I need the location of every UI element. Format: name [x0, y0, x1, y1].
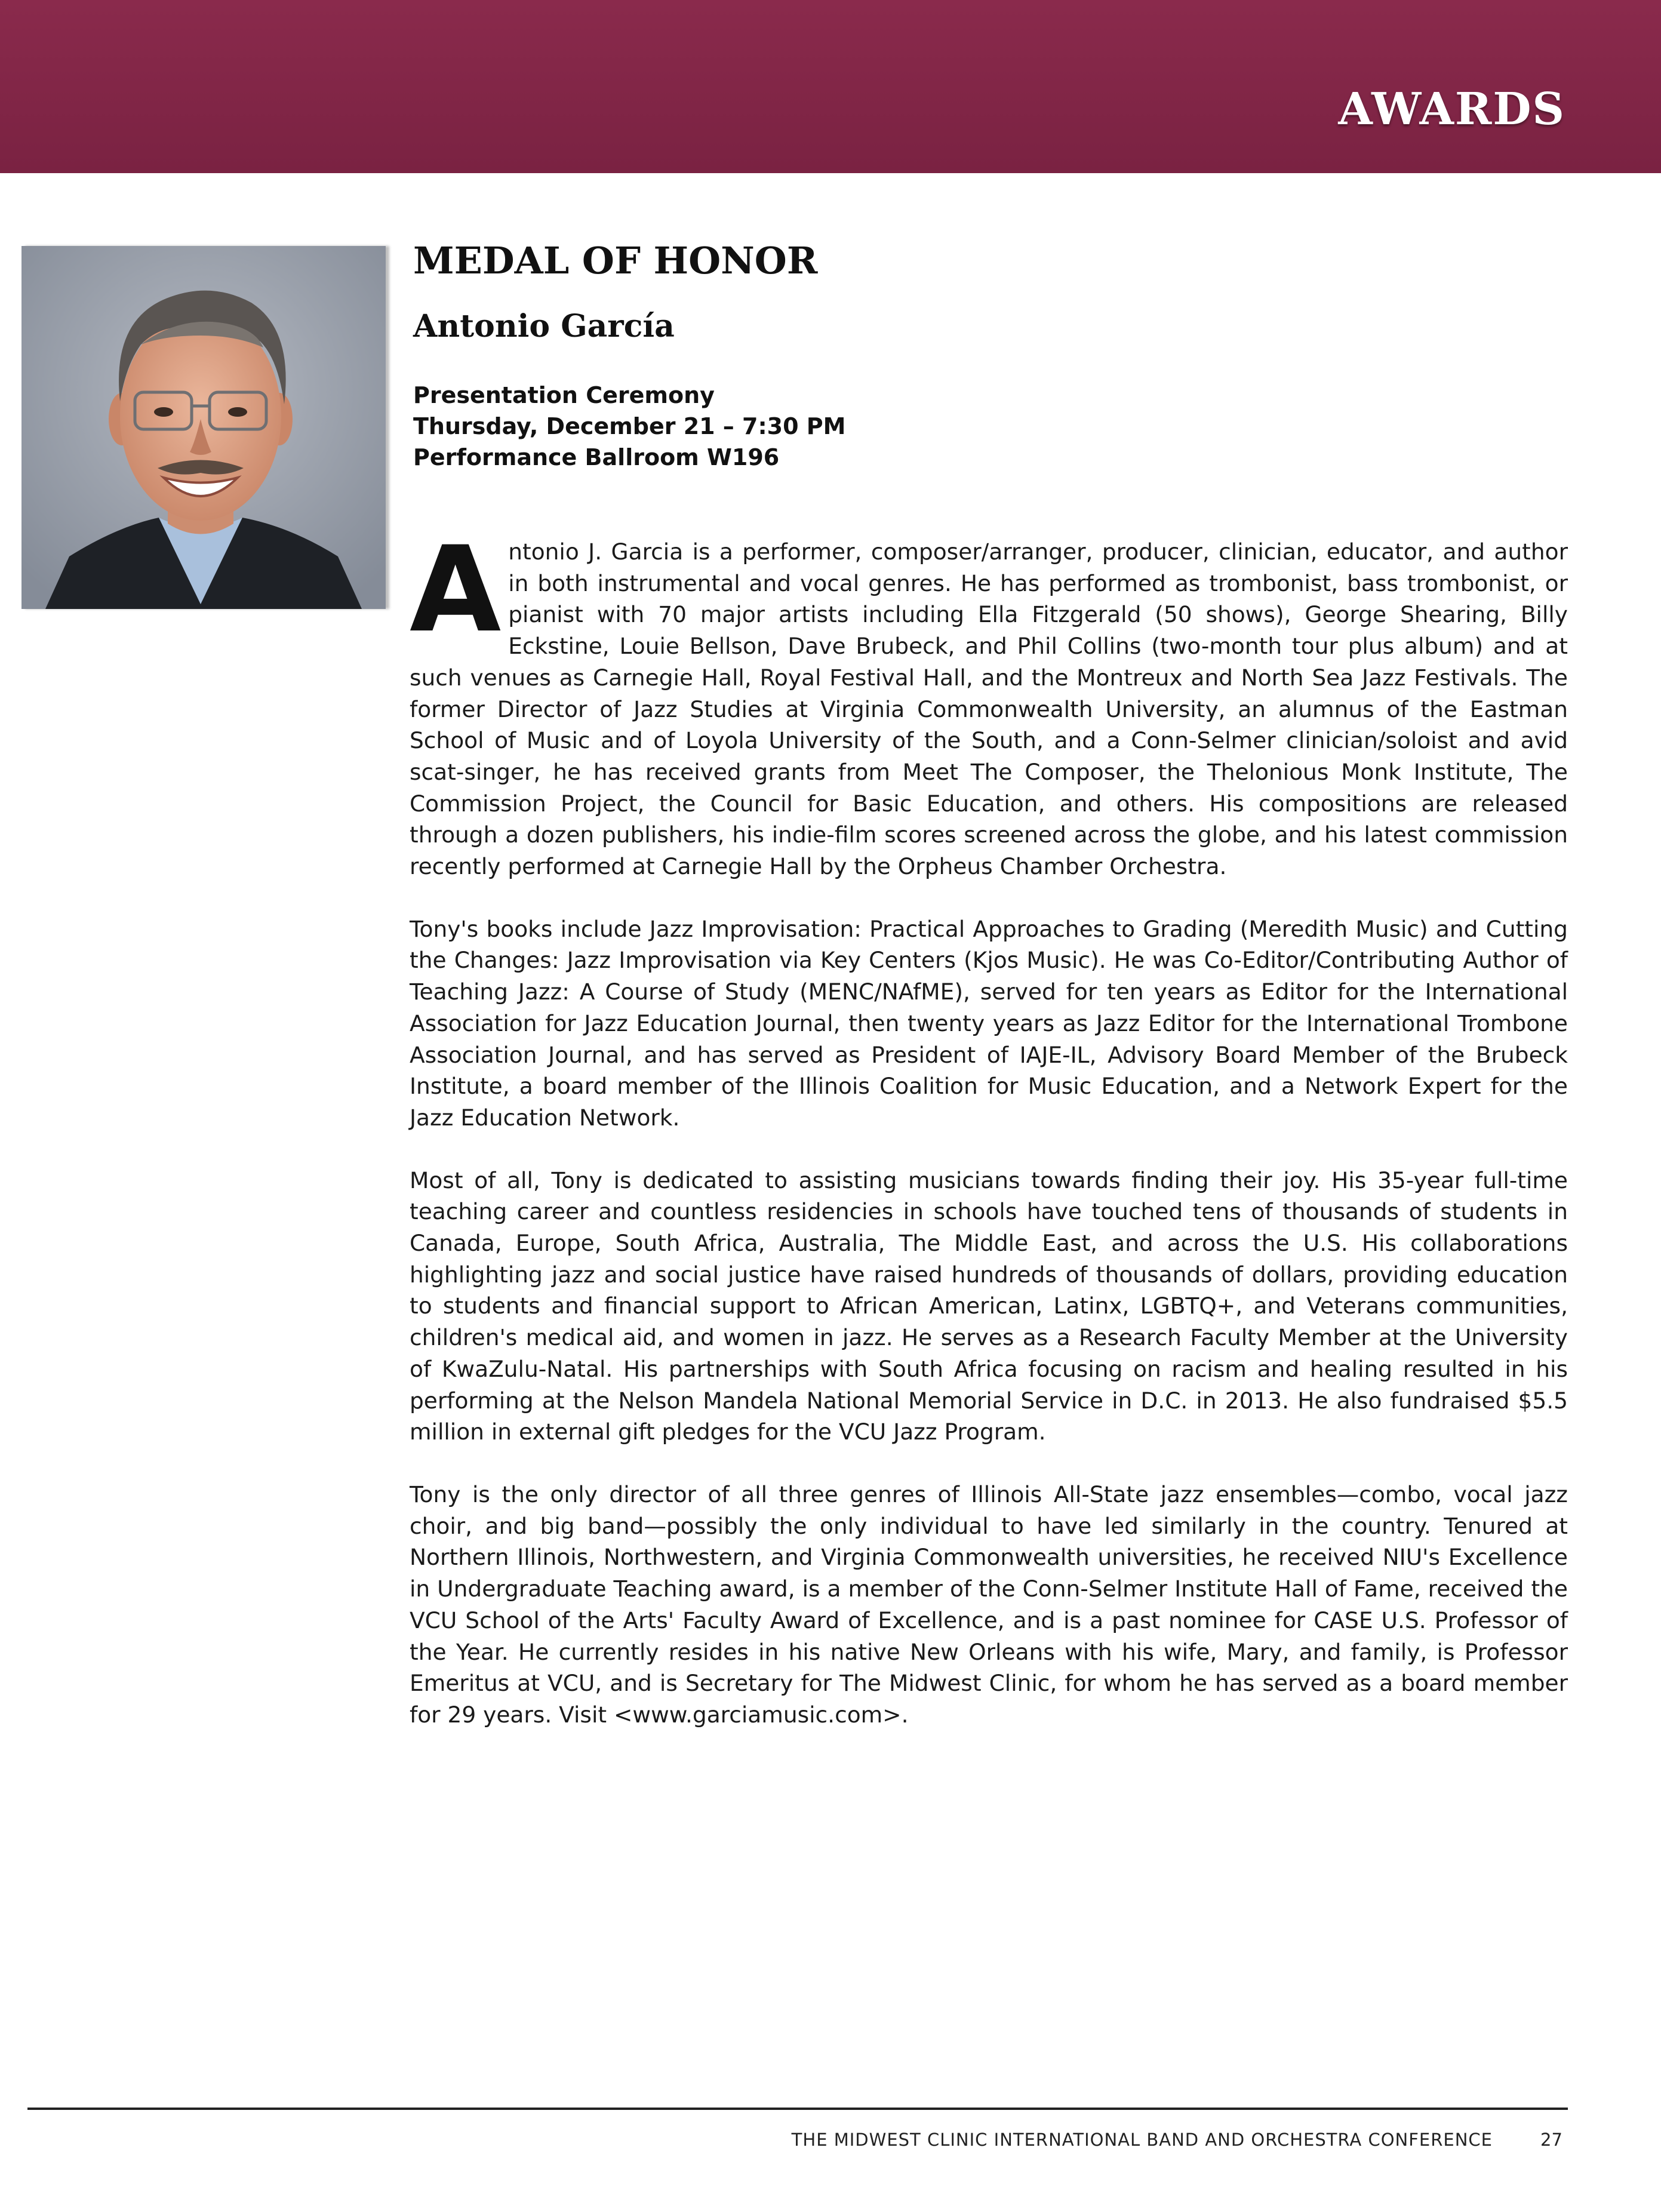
bio-paragraph-2: Tony's books include Jazz Improvisation: Practical Approaches to Grading (Meredith Music) and Cutting the Changes: Jazz Improvisation via Key Centers (Kjos Music). He was Co-Editor/Contributing Author of Teaching Jazz: A Course of Study (MENC/NAfME), served for ten years as Editor for the International Association for Jazz Education Journal, then twenty years as Jazz Editor for the International Trombone Association Journal, and has served as President of IAJE-IL, Advisory Board Member of the Brubeck Institute, a board member of the Illinois Coalition for Music Education, and a Network Expert for the Jazz Education Network.: [410, 915, 1568, 1131]
bio-paragraph-1: [410, 521, 1568, 882]
event-datetime: Thursday, December 21 – 7:30 PM: [413, 413, 846, 439]
portrait-photo: [21, 246, 386, 609]
bio-paragraph-3: Most of all, Tony is dedicated to assisting musicians towards finding their joy. His 35-year full-time teaching career and countless residencies in schools have touched tens of thousands of students in Canada, Europe, South Africa, Australia, The Middle East, and across the U.S. His collaborations highlighting jazz and social justice have raised hundreds of thousands of dollars, providing education to students and financial support to African American, Latinx, LGBTQ+, and Veterans communities, children's medical aid, and women in jazz. He serves as a Research Faculty Member at the University of KwaZulu-Natal. His partnerships with South Africa focusing on racism and healing resulted in his performing at the Nelson Mandela National Memorial Service in D.C. in 2013. He also fundraised $5.5 million in external gift pledges for the VCU Jazz Program.: [410, 1167, 1568, 1445]
bio-text: [410, 521, 1568, 1762]
page-number: 27: [1540, 2130, 1562, 2150]
section-tag: AWARDS: [1338, 84, 1565, 135]
bio-paragraph-1-text: ntonio J. Garcia is a performer, composer/arranger, producer, clinician, educator, and author in both instrumental and vocal genres. He has performed as trombonist, bass trombonist, or pianist with 70 major artists including Ella Fitzgerald (50 shows), George Shearing, Billy Eckstine, Louie Bellson, Dave Brubeck, and Phil Collins (two-month tour plus album) and at such venues as Carnegie Hall, Royal Festival Hall, and the Montreux and North Sea Jazz Festivals. The former Director of Jazz Studies at Virginia Commonwealth University, an alumnus of the Eastman School of Music and of Loyola University of the South, and a Conn-Selmer clinician/soloist and avid scat-singer, he has received grants from Meet The Composer, the Thelonious Monk Institute, The Commission Project, the Council for Basic Education, and others. His compositions are released through a dozen publishers, his indie-film scores screened across the globe, and his latest commission recently performed at Carnegie Hall by the Orpheus Chamber Orchestra.: [410, 539, 1568, 880]
bio-paragraph-4: Tony is the only director of all three genres of Illinois All-State jazz ensembles—combo, vocal jazz choir, and big band—possibly the only individual to have led similarly in the country. Tenured at Northern Illinois, Northwestern, and Virginia Commonwealth universities, he received NIU's Excellence in Undergraduate Teaching award, is a member of the Conn-Selmer Institute Hall of Fame, received the VCU School of the Arts' Faculty Award of Excellence, and is a past nominee for CASE U.S. Professor of the Year. He currently resides in his native New Orleans with his wife, Mary, and family, is Professor Emeritus at VCU, and is Secretary for The Midwest Clinic, for whom he has served as a board member for 29 years. Visit <www.garciamusic.com>.: [410, 1481, 1568, 1728]
footer-rule: [27, 2108, 1568, 2110]
award-title: MEDAL OF HONOR: [413, 239, 818, 282]
recipient-name: Antonio García: [413, 308, 675, 344]
event-info: [413, 380, 845, 473]
event-label: Presentation Ceremony: [413, 382, 715, 408]
event-location: Performance Ballroom W196: [413, 444, 780, 470]
recipient-portrait: [21, 246, 386, 609]
drop-cap: A: [410, 521, 502, 659]
footer-conference-name: THE MIDWEST CLINIC INTERNATIONAL BAND AND ORCHESTRA CONFERENCE: [791, 2130, 1493, 2150]
